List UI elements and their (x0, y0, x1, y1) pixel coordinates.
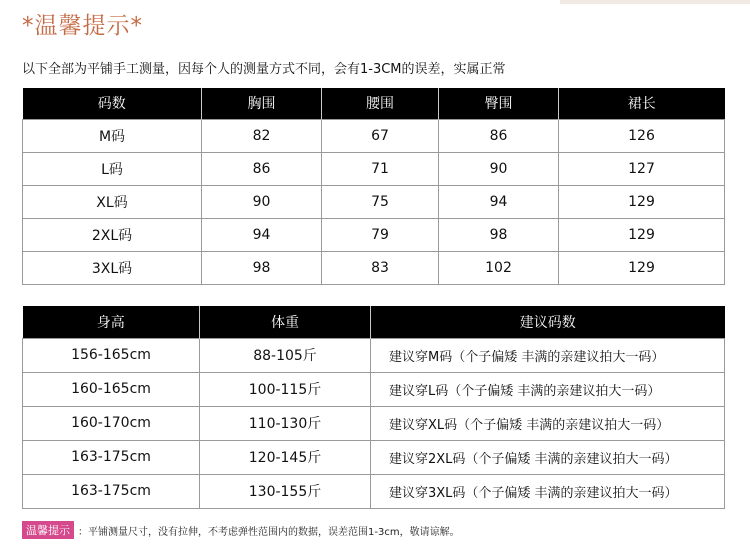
table-row (23, 251, 725, 284)
cell-bust: 86 (202, 152, 322, 185)
header-bust: 胸围 (202, 88, 322, 119)
cell-weight: 130-155斤 (200, 474, 371, 508)
cell-waist: 83 (322, 251, 439, 284)
cell-weight: 88-105斤 (200, 338, 371, 372)
header-skirt-length: 裙长 (559, 88, 725, 119)
cell-hip: 90 (439, 152, 559, 185)
cell-size: L码 (23, 152, 202, 185)
size-chart-table (22, 88, 725, 285)
header-height: 身高 (23, 306, 200, 338)
cell-bust: 98 (202, 251, 322, 284)
cell-recommendation: 建议穿L码（个子偏矮 丰满的亲建议拍大一码） (371, 372, 725, 406)
footer-text: ：平铺测量尺寸，没有拉伸，不考虑弹性范围内的数据，误差范围1-3cm，敬请谅解。 (78, 526, 460, 538)
top-accent-bar (560, 0, 750, 4)
header-recommended-size: 建议码数 (371, 306, 725, 338)
cell-size: XL码 (23, 185, 202, 218)
cell-height: 160-170cm (23, 406, 200, 440)
table-row (23, 440, 725, 474)
cell-skirt-length: 126 (559, 119, 725, 152)
table-row (23, 152, 725, 185)
cell-weight: 120-145斤 (200, 440, 371, 474)
cell-size: 3XL码 (23, 251, 202, 284)
cell-height: 163-175cm (23, 440, 200, 474)
cell-skirt-length: 129 (559, 251, 725, 284)
cell-waist: 75 (322, 185, 439, 218)
cell-bust: 90 (202, 185, 322, 218)
table-row (23, 338, 725, 372)
cell-height: 160-165cm (23, 372, 200, 406)
footer-notice (22, 521, 460, 539)
cell-recommendation: 建议穿3XL码（个子偏矮 丰满的亲建议拍大一码） (371, 474, 725, 508)
size-table-header-row (23, 88, 725, 119)
cell-size: 2XL码 (23, 218, 202, 251)
cell-hip: 94 (439, 185, 559, 218)
table-row (23, 119, 725, 152)
cell-hip: 102 (439, 251, 559, 284)
size-recommendation-table (22, 306, 725, 509)
cell-waist: 79 (322, 218, 439, 251)
header-hip: 臀围 (439, 88, 559, 119)
cell-height: 163-175cm (23, 474, 200, 508)
cell-skirt-length: 129 (559, 185, 725, 218)
cell-weight: 100-115斤 (200, 372, 371, 406)
header-weight: 体重 (200, 306, 371, 338)
cell-size: M码 (23, 119, 202, 152)
page-title: *温馨提示* (22, 13, 143, 39)
measurement-note: 以下全部为平铺手工测量，因每个人的测量方式不同，会有1-3CM的误差，实属正常 (22, 62, 506, 77)
cell-weight: 110-130斤 (200, 406, 371, 440)
cell-skirt-length: 129 (559, 218, 725, 251)
table-row (23, 372, 725, 406)
cell-recommendation: 建议穿XL码（个子偏矮 丰满的亲建议拍大一码） (371, 406, 725, 440)
cell-recommendation: 建议穿M码（个子偏矮 丰满的亲建议拍大一码） (371, 338, 725, 372)
cell-bust: 94 (202, 218, 322, 251)
rec-table-header-row (23, 306, 725, 338)
table-row (23, 185, 725, 218)
cell-height: 156-165cm (23, 338, 200, 372)
cell-hip: 86 (439, 119, 559, 152)
table-row (23, 218, 725, 251)
warm-tip-badge: 温馨提示 (22, 521, 74, 539)
table-row (23, 406, 725, 440)
cell-bust: 82 (202, 119, 322, 152)
header-size: 码数 (23, 88, 202, 119)
cell-waist: 67 (322, 119, 439, 152)
cell-hip: 98 (439, 218, 559, 251)
cell-skirt-length: 127 (559, 152, 725, 185)
cell-waist: 71 (322, 152, 439, 185)
table-row (23, 474, 725, 508)
header-waist: 腰围 (322, 88, 439, 119)
cell-recommendation: 建议穿2XL码（个子偏矮 丰满的亲建议拍大一码） (371, 440, 725, 474)
